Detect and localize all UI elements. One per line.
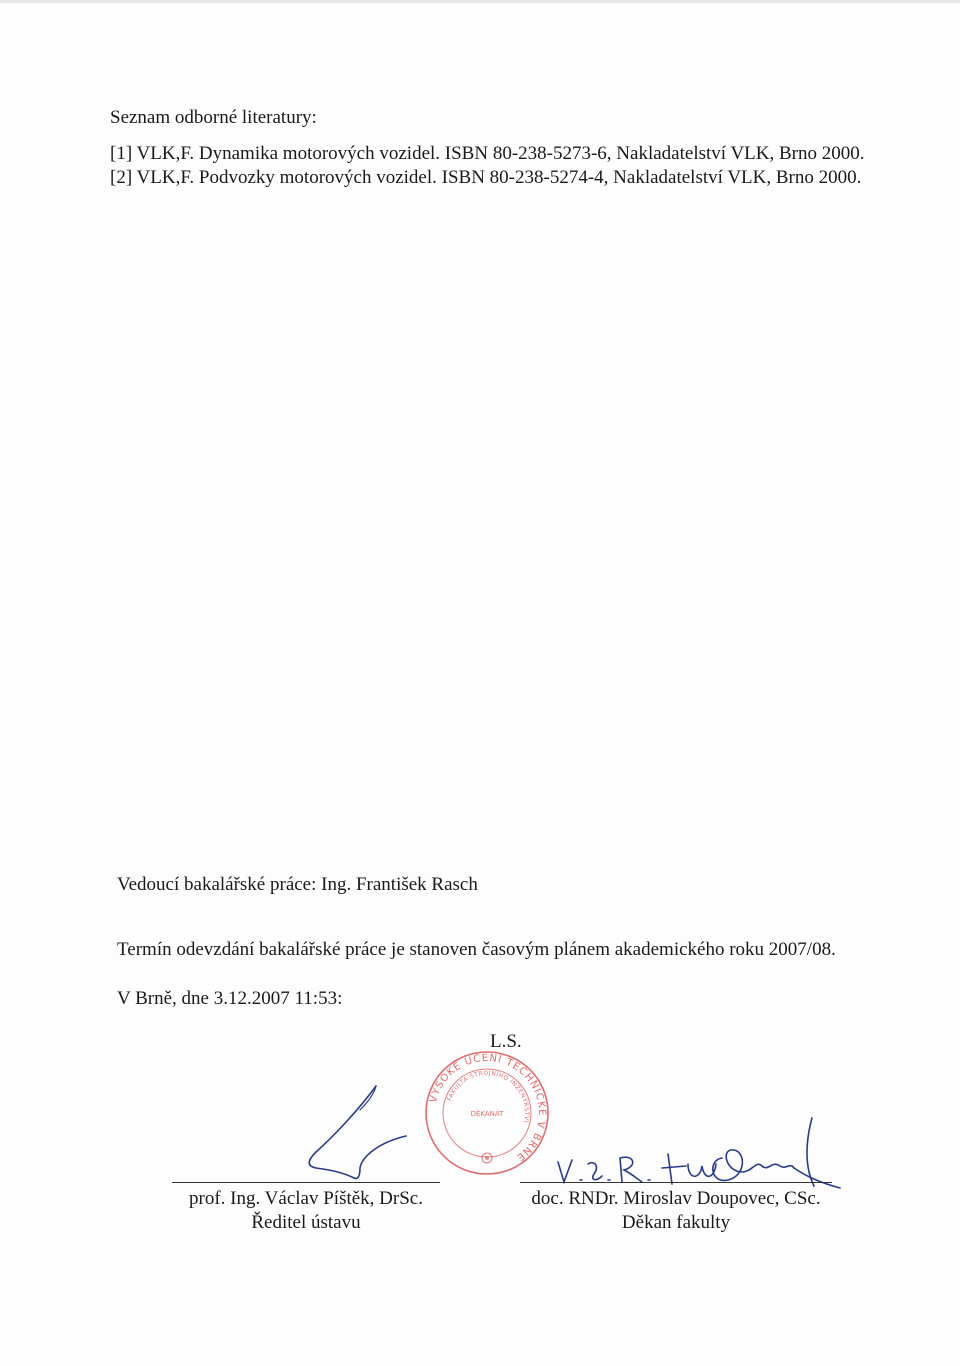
stamp-ring-text: VYSOKÉ UČENÍ TECHNICKÉ V BRNĚ <box>428 1052 548 1163</box>
signature-left <box>280 1080 420 1185</box>
signatory-right-role: Děkan fakulty <box>621 1212 731 1233</box>
seal-mark-ls: L.S. <box>490 1031 522 1052</box>
signatory-left <box>172 1187 440 1235</box>
reference-item-2: [2] VLK,F. Podvozky motorových vozidel. ISBN 80-238-5274-4, Nakladatelství VLK, Brno 2000. <box>110 166 862 188</box>
signature-line-right <box>520 1182 832 1183</box>
reference-item-1: [1] VLK,F. Dynamika motorových vozidel. ISBN 80-238-5273-6, Nakladatelství VLK, Brno 2000. <box>110 143 865 164</box>
signatory-left-role: Ředitel ústavu <box>251 1212 361 1233</box>
stamp-inner-text: FAKULTA STROJNÍHO INŽENÝRSTVÍ <box>446 1069 531 1124</box>
signatory-right-name: doc. RNDr. Miroslav Doupovec, CSc. <box>531 1188 821 1209</box>
literature-heading: Seznam odborné literatury: <box>110 107 317 128</box>
signatory-right <box>500 1187 852 1235</box>
references-list <box>110 142 880 189</box>
page-top-edge <box>0 0 960 3</box>
place-date-line: V Brně, dne 3.12.2007 11:53: <box>117 988 343 1009</box>
deadline-line: Termín odevzdání bakalářské práce je stanoven časovým plánem akademického roku 2007/08. <box>117 939 836 960</box>
faculty-stamp <box>424 1050 550 1176</box>
supervisor-line: Vedoucí bakalářské práce: Ing. František Rasch <box>117 874 478 895</box>
stamp-center-text: DĚKANÁT <box>470 1110 504 1118</box>
signature-line-left <box>172 1182 440 1183</box>
signatory-left-name: prof. Ing. Václav Píštěk, DrSc. <box>189 1188 423 1209</box>
